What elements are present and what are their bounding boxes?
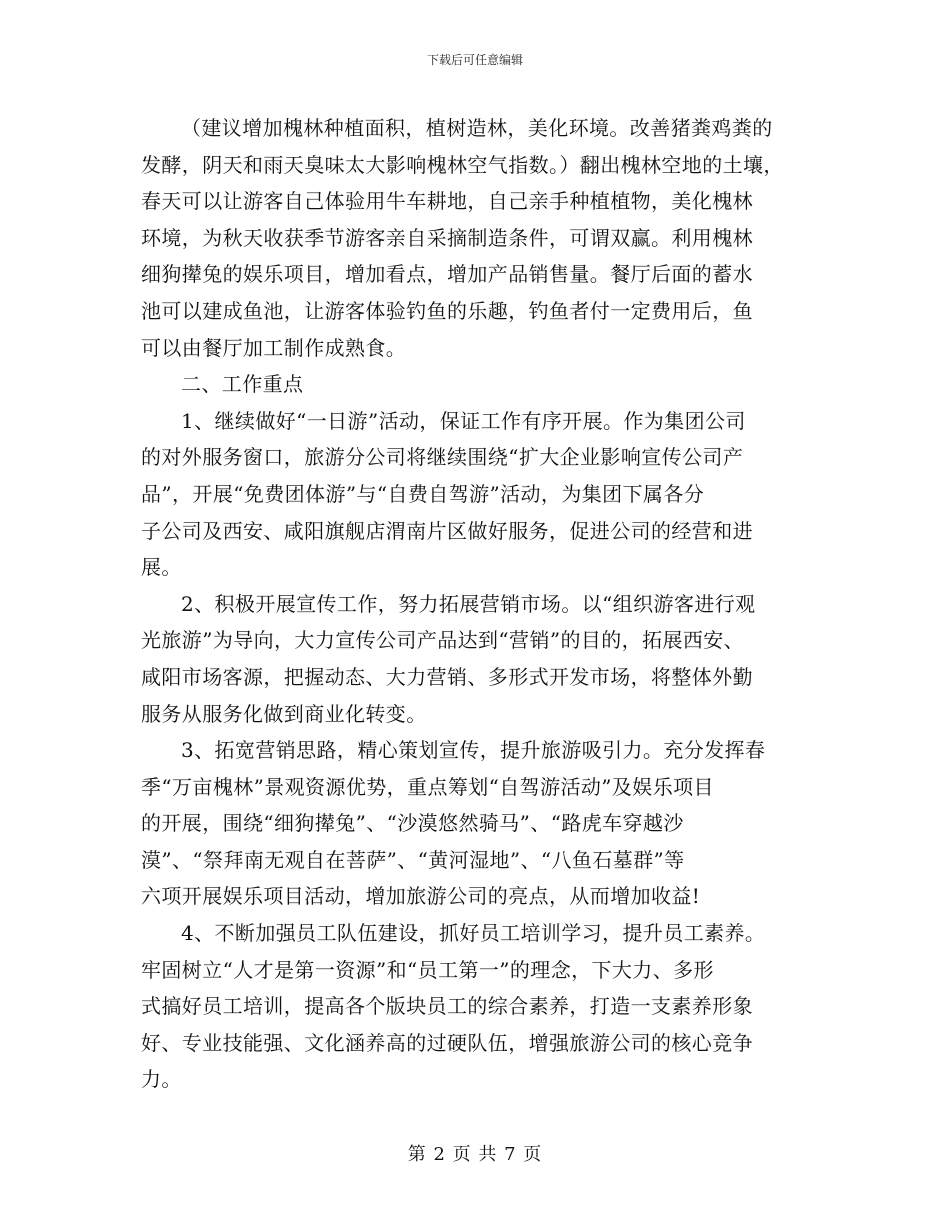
text-line: 漠”、“祭拜南无观自在菩萨”、“黄河湿地”、“八鱼石墓群”等 — [141, 847, 685, 872]
text-line: 环境，为秋天收获季节游客亲自采摘制造条件，可谓双赢。利用槐林 — [141, 225, 753, 250]
text-line: 展。 — [141, 555, 182, 580]
text-line: 3、拓宽营销思路，精心策划宣传，提升旅游吸引力。充分发挥春 — [181, 738, 766, 763]
text-line: 细狗撵兔的娱乐项目，增加看点，增加产品销售量。餐厅后面的蓄水 — [141, 262, 753, 287]
text-line: 的对外服务窗口，旅游分公司将继续围绕“扩大企业影响宣传公司产 — [141, 445, 744, 470]
text-line: 的开展，围绕“细狗撵兔”、“沙漠悠然骑马”、“路虎车穿越沙 — [141, 811, 684, 836]
text-line: 服务从服务化做到商业化转变。 — [141, 701, 427, 726]
text-line: 二、工作重点 — [181, 372, 304, 397]
text-line: 子公司及西安、咸阳旗舰店渭南片区做好服务，促进公司的经营和进 — [141, 518, 753, 543]
text-line: 光旅游”为导向，大力宣传公司产品达到“营销”的目的，拓展西安、 — [141, 628, 745, 653]
document-body — [141, 110, 813, 1098]
text-line: 4、不断加强员工队伍建设，抓好员工培训学习，提升员工素养。 — [181, 921, 766, 946]
text-line: 2、积极开展宣传工作，努力拓展营销市场。以“组织游客进行观 — [181, 591, 756, 616]
text-line: 池可以建成鱼池，让游客体验钓鱼的乐趣，钓鱼者付一定费用后，鱼 — [141, 298, 753, 323]
text-line: 发酵，阴天和雨天臭味太大影响槐林空气指数。）翻出槐林空地的土壤， — [141, 152, 784, 177]
text-line: 季“万亩槐林”景观资源优势，重点筹划“自驾游活动”及娱乐项目 — [141, 774, 714, 799]
text-line: （建议增加槐林种植面积，植树造林，美化环境。改善猪粪鸡粪的 — [181, 116, 773, 140]
text-line: 力。 — [141, 1067, 182, 1092]
text-line: 咸阳市场客源，把握动态、大力营销、多形式开发市场，将整体外勤 — [141, 664, 753, 689]
text-line: 好、专业技能强、文化涵养高的过硬队伍，增强旅游公司的核心竞争 — [141, 1030, 753, 1055]
text-line: 可以由餐厅加工制作成熟食。 — [141, 335, 407, 360]
text-line: 春天可以让游客自己体验用牛车耕地，自己亲手种植植物，美化槐林 — [141, 189, 753, 214]
page-number-footer: 第 2 页 共 7 页 — [407, 1144, 543, 1165]
page-header: 下载后可任意编辑 — [426, 53, 523, 67]
text-line: 1、继续做好“一日游”活动，保证工作有序开展。作为集团公司 — [181, 408, 746, 433]
text-line: 式搞好员工培训，提高各个版块员工的综合素养，打造一支素养形象 — [141, 994, 753, 1019]
text-line: 六项开展娱乐项目活动，增加旅游公司的亮点，从而增加收益! — [141, 884, 701, 909]
text-line: 牢固树立“人才是第一资源”和“员工第一”的理念，下大力、多形 — [141, 957, 714, 982]
text-line: 品”，开展“免费团体游”与“自费自驾游”活动，为集团下属各分 — [141, 481, 705, 506]
